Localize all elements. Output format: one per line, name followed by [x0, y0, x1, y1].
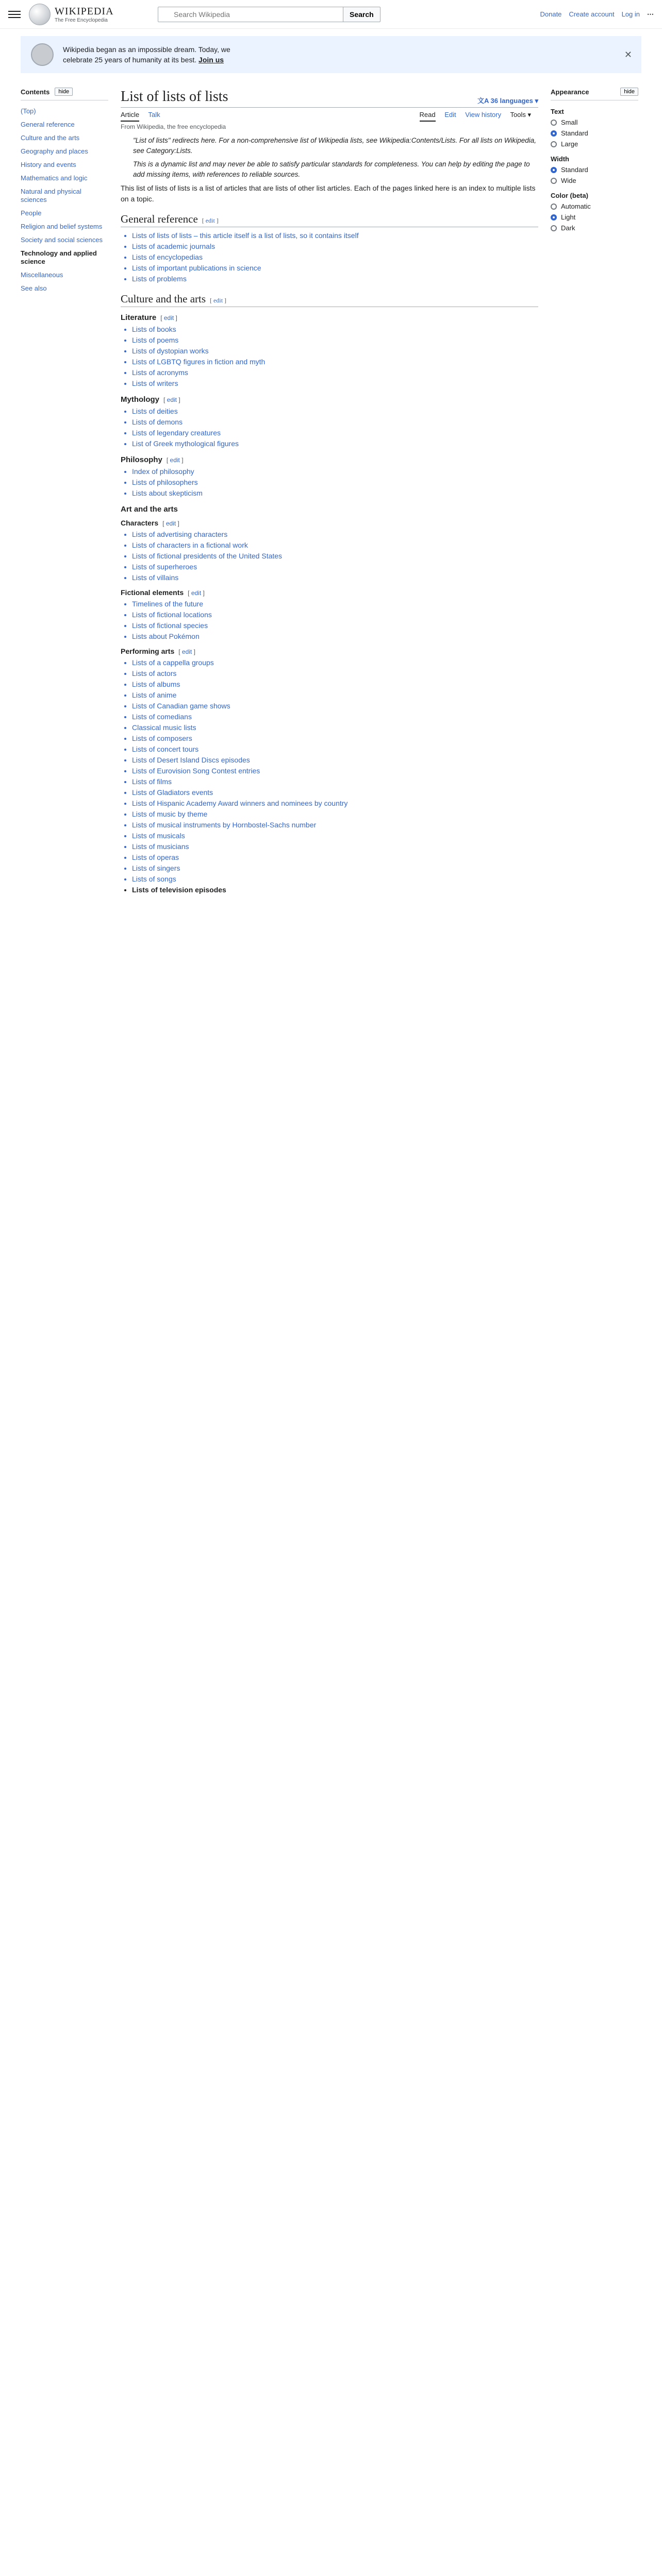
- toc-item[interactable]: Society and social sciences: [21, 236, 103, 244]
- toc-item[interactable]: History and events: [21, 161, 76, 168]
- wikipedia-logo[interactable]: [29, 4, 142, 25]
- tab-history[interactable]: View history: [465, 111, 502, 118]
- list-item[interactable]: • Lists of important publications in science: [132, 263, 538, 274]
- article-content: [121, 84, 538, 895]
- list-item[interactable]: • Lists about Pokémon: [132, 631, 538, 642]
- list-item[interactable]: • Lists of fictional presidents of the United States: [132, 551, 538, 562]
- list-item[interactable]: • Lists of academic journals: [132, 241, 538, 252]
- edit-link[interactable]: edit: [181, 648, 192, 655]
- heading-mythology: Mythology [ edit ]: [121, 395, 180, 404]
- globe-icon: [29, 4, 51, 25]
- tab-talk[interactable]: Talk: [148, 111, 160, 118]
- tab-edit[interactable]: Edit: [444, 111, 456, 118]
- list-item[interactable]: • Timelines of the future: [132, 599, 538, 609]
- list-item[interactable]: • Lists of deities: [132, 406, 538, 417]
- color-automatic-radio[interactable]: Automatic: [551, 202, 638, 210]
- list-item[interactable]: • Lists of demons: [132, 417, 538, 428]
- toc-item[interactable]: Natural and physical sciences: [21, 188, 81, 204]
- heading-fictional-elements: Fictional elements [ edit ]: [121, 588, 205, 597]
- edit-link[interactable]: edit: [170, 456, 180, 464]
- list-item[interactable]: • Lists of musical instruments by Hornbostel-Sachs number: [132, 820, 538, 831]
- list-item[interactable]: • Lists of lists of lists – this article itself is a list of lists, so it contains itself: [132, 230, 538, 241]
- banner-line1: Wikipedia began as an impossible dream. Today, we: [63, 45, 230, 54]
- page-tabs: [121, 111, 538, 119]
- heading-performing-arts: Performing arts [ edit ]: [121, 647, 195, 655]
- intro-paragraph: This list of lists of lists is a list of articles that are lists of other list articles. Each of the pages linked here is an index to multiple lists on a topic.: [121, 184, 536, 203]
- text-small-radio[interactable]: Small: [551, 118, 638, 126]
- banner-line2: celebrate 25 years of humanity at its best.: [63, 56, 197, 64]
- page-title: List of lists of lists: [121, 89, 228, 105]
- search-form: [158, 7, 380, 22]
- appearance-panel: [551, 84, 638, 895]
- text-standard-radio[interactable]: Standard: [551, 129, 638, 137]
- heading-culture-arts: Culture and the arts [ edit ]: [121, 293, 538, 307]
- list-item[interactable]: • Lists of Canadian game shows: [132, 701, 538, 711]
- login-link[interactable]: Log in: [621, 10, 640, 18]
- tagline: The Free Encyclopedia: [55, 17, 108, 23]
- list-item[interactable]: • Lists of musicals: [132, 831, 538, 841]
- edit-link[interactable]: edit: [213, 297, 223, 304]
- list-item[interactable]: • Lists of philosophers: [132, 477, 538, 488]
- list-item[interactable]: • Lists of fictional locations: [132, 609, 538, 620]
- list-characters: [121, 529, 538, 583]
- heading-literature: Literature [ edit ]: [121, 313, 177, 322]
- list-item[interactable]: • Lists of Gladiators events: [132, 787, 538, 798]
- donate-link[interactable]: Donate: [540, 10, 562, 18]
- list-item[interactable]: • Lists of legendary creatures: [132, 428, 538, 438]
- list-item[interactable]: • Lists of singers: [132, 863, 538, 874]
- list-item[interactable]: • Lists of anime: [132, 690, 538, 701]
- edit-link[interactable]: edit: [205, 217, 215, 224]
- list-item[interactable]: • Lists of Eurovision Song Contest entries: [132, 766, 538, 776]
- list-item[interactable]: • Lists of concert tours: [132, 744, 538, 755]
- list-item[interactable]: • Lists of characters in a fictional work: [132, 540, 538, 551]
- toc-item[interactable]: General reference: [21, 121, 75, 128]
- fundraising-banner: [21, 36, 641, 73]
- toc-item[interactable]: Geography and places: [21, 147, 88, 155]
- list-item[interactable]: • Lists of actors: [132, 668, 538, 679]
- main-menu-icon[interactable]: [8, 11, 21, 18]
- list-item[interactable]: • Lists of operas: [132, 852, 538, 863]
- edit-link[interactable]: edit: [167, 396, 177, 403]
- list-philosophy: [121, 466, 538, 499]
- anniversary-logo-icon: [31, 43, 54, 66]
- heading-art-and-arts: Art and the arts: [121, 505, 178, 514]
- list-mythology: [121, 406, 538, 449]
- language-button[interactable]: 文A 36 languages ▾: [477, 97, 538, 105]
- list-item[interactable]: • Classical music lists: [132, 722, 538, 733]
- list-item[interactable]: • Lists of villains: [132, 572, 538, 583]
- text-large-radio[interactable]: Large: [551, 140, 638, 148]
- list-item[interactable]: • Lists of writers: [132, 378, 538, 389]
- list-item[interactable]: • Lists of Hispanic Academy Award winners and nominees by country: [132, 798, 538, 809]
- list-item[interactable]: • Lists of superheroes: [132, 562, 538, 572]
- heading-philosophy: Philosophy [ edit ]: [121, 455, 184, 464]
- from-wikipedia: From Wikipedia, the free encyclopedia: [121, 123, 226, 130]
- tab-article[interactable]: Article: [121, 109, 139, 122]
- table-of-contents: [21, 84, 108, 895]
- list-item[interactable]: • Lists of musicians: [132, 841, 538, 852]
- list-literature: [121, 324, 538, 389]
- list-item[interactable]: • Lists of LGBTQ figures in fiction and myth: [132, 357, 538, 367]
- wordmark: WIKIPEDIA: [55, 5, 114, 17]
- list-general: [121, 230, 538, 284]
- color-dark-radio[interactable]: Dark: [551, 224, 638, 232]
- list-item[interactable]: • Lists of books: [132, 324, 538, 335]
- user-links: [540, 10, 654, 19]
- hatnote-dynamic-list: This is a dynamic list and may never be able to satisfy particular standards for completeness. You can help by editing the page to add missing items, with references to reliable sources.: [133, 160, 530, 178]
- toc-item[interactable]: People: [21, 209, 42, 217]
- list-item[interactable]: • Lists of films: [132, 776, 538, 787]
- width-wide-radio[interactable]: Wide: [551, 177, 638, 184]
- toc-item[interactable]: Culture and the arts: [21, 134, 80, 142]
- list-item[interactable]: • Lists of Desert Island Discs episodes: [132, 755, 538, 766]
- color-light-radio[interactable]: Light: [551, 213, 638, 221]
- list-item[interactable]: • Lists of acronyms: [132, 367, 538, 378]
- width-label: Width: [551, 155, 569, 163]
- width-standard-radio[interactable]: Standard: [551, 166, 638, 174]
- list-item[interactable]: • Lists of fictional species: [132, 620, 538, 631]
- heading-characters: Characters [ edit ]: [121, 519, 179, 527]
- list-item[interactable]: • List of Greek mythological figures: [132, 438, 538, 449]
- close-icon[interactable]: ✕: [624, 49, 632, 60]
- list-item[interactable]: • Lists of advertising characters: [132, 529, 538, 540]
- list-item[interactable]: • Lists of problems: [132, 274, 538, 284]
- toc-item[interactable]: Religion and belief systems: [21, 223, 103, 230]
- list-item[interactable]: • Lists about skepticism: [132, 488, 538, 499]
- list-item[interactable]: • Lists of encyclopedias: [132, 252, 538, 263]
- toc-hide-button[interactable]: hide: [55, 88, 73, 96]
- toc-item[interactable]: Mathematics and logic: [21, 174, 88, 182]
- list-performing: [121, 657, 538, 895]
- color-label: Color (beta): [551, 192, 588, 199]
- list-item[interactable]: • Lists of poems: [132, 335, 538, 346]
- search-button[interactable]: Search: [343, 7, 380, 22]
- heading-general-reference: General reference [ edit ]: [121, 213, 538, 227]
- list-item[interactable]: • Index of philosophy: [132, 466, 538, 477]
- edit-link[interactable]: edit: [166, 520, 176, 527]
- create-account-link[interactable]: Create account: [569, 10, 615, 18]
- toc-item-active[interactable]: Technology and applied science: [21, 249, 97, 265]
- hatnote-redirect: "List of lists" redirects here. For a non-comprehensive list of Wikipedia lists, see Wikipedia:Contents/Lists. For all lists on Wikipedia, see Category:Lists.: [133, 137, 537, 155]
- list-item[interactable]: • Lists of dystopian works: [132, 346, 538, 357]
- more-icon[interactable]: ⋯: [647, 10, 654, 18]
- list-item[interactable]: • Lists of comedians: [132, 711, 538, 722]
- list-fictional: [121, 599, 538, 642]
- toc-item[interactable]: (Top): [21, 107, 36, 115]
- join-us-link[interactable]: Join us: [198, 56, 224, 64]
- list-item[interactable]: • Lists of albums: [132, 679, 538, 690]
- list-item[interactable]: • Lists of a cappella groups: [132, 657, 538, 668]
- site-header: [0, 0, 662, 29]
- edit-link[interactable]: edit: [163, 314, 174, 321]
- list-item[interactable]: • Lists of composers: [132, 733, 538, 744]
- tab-tools[interactable]: Tools ▾: [510, 111, 531, 118]
- search-input[interactable]: [158, 7, 343, 22]
- toc-item[interactable]: See also: [21, 284, 47, 292]
- toc-title: Contents: [21, 88, 50, 96]
- tab-read[interactable]: Read: [420, 109, 436, 122]
- toc-item[interactable]: Miscellaneous: [21, 271, 63, 279]
- text-size-label: Text: [551, 108, 564, 115]
- appearance-hide-button[interactable]: hide: [620, 88, 638, 96]
- edit-link[interactable]: edit: [191, 589, 202, 597]
- list-item[interactable]: • Lists of songs: [132, 874, 538, 885]
- list-item: • Lists of television episodes: [132, 885, 538, 895]
- appearance-title: Appearance: [551, 88, 589, 96]
- list-item[interactable]: • Lists of music by theme: [132, 809, 538, 820]
